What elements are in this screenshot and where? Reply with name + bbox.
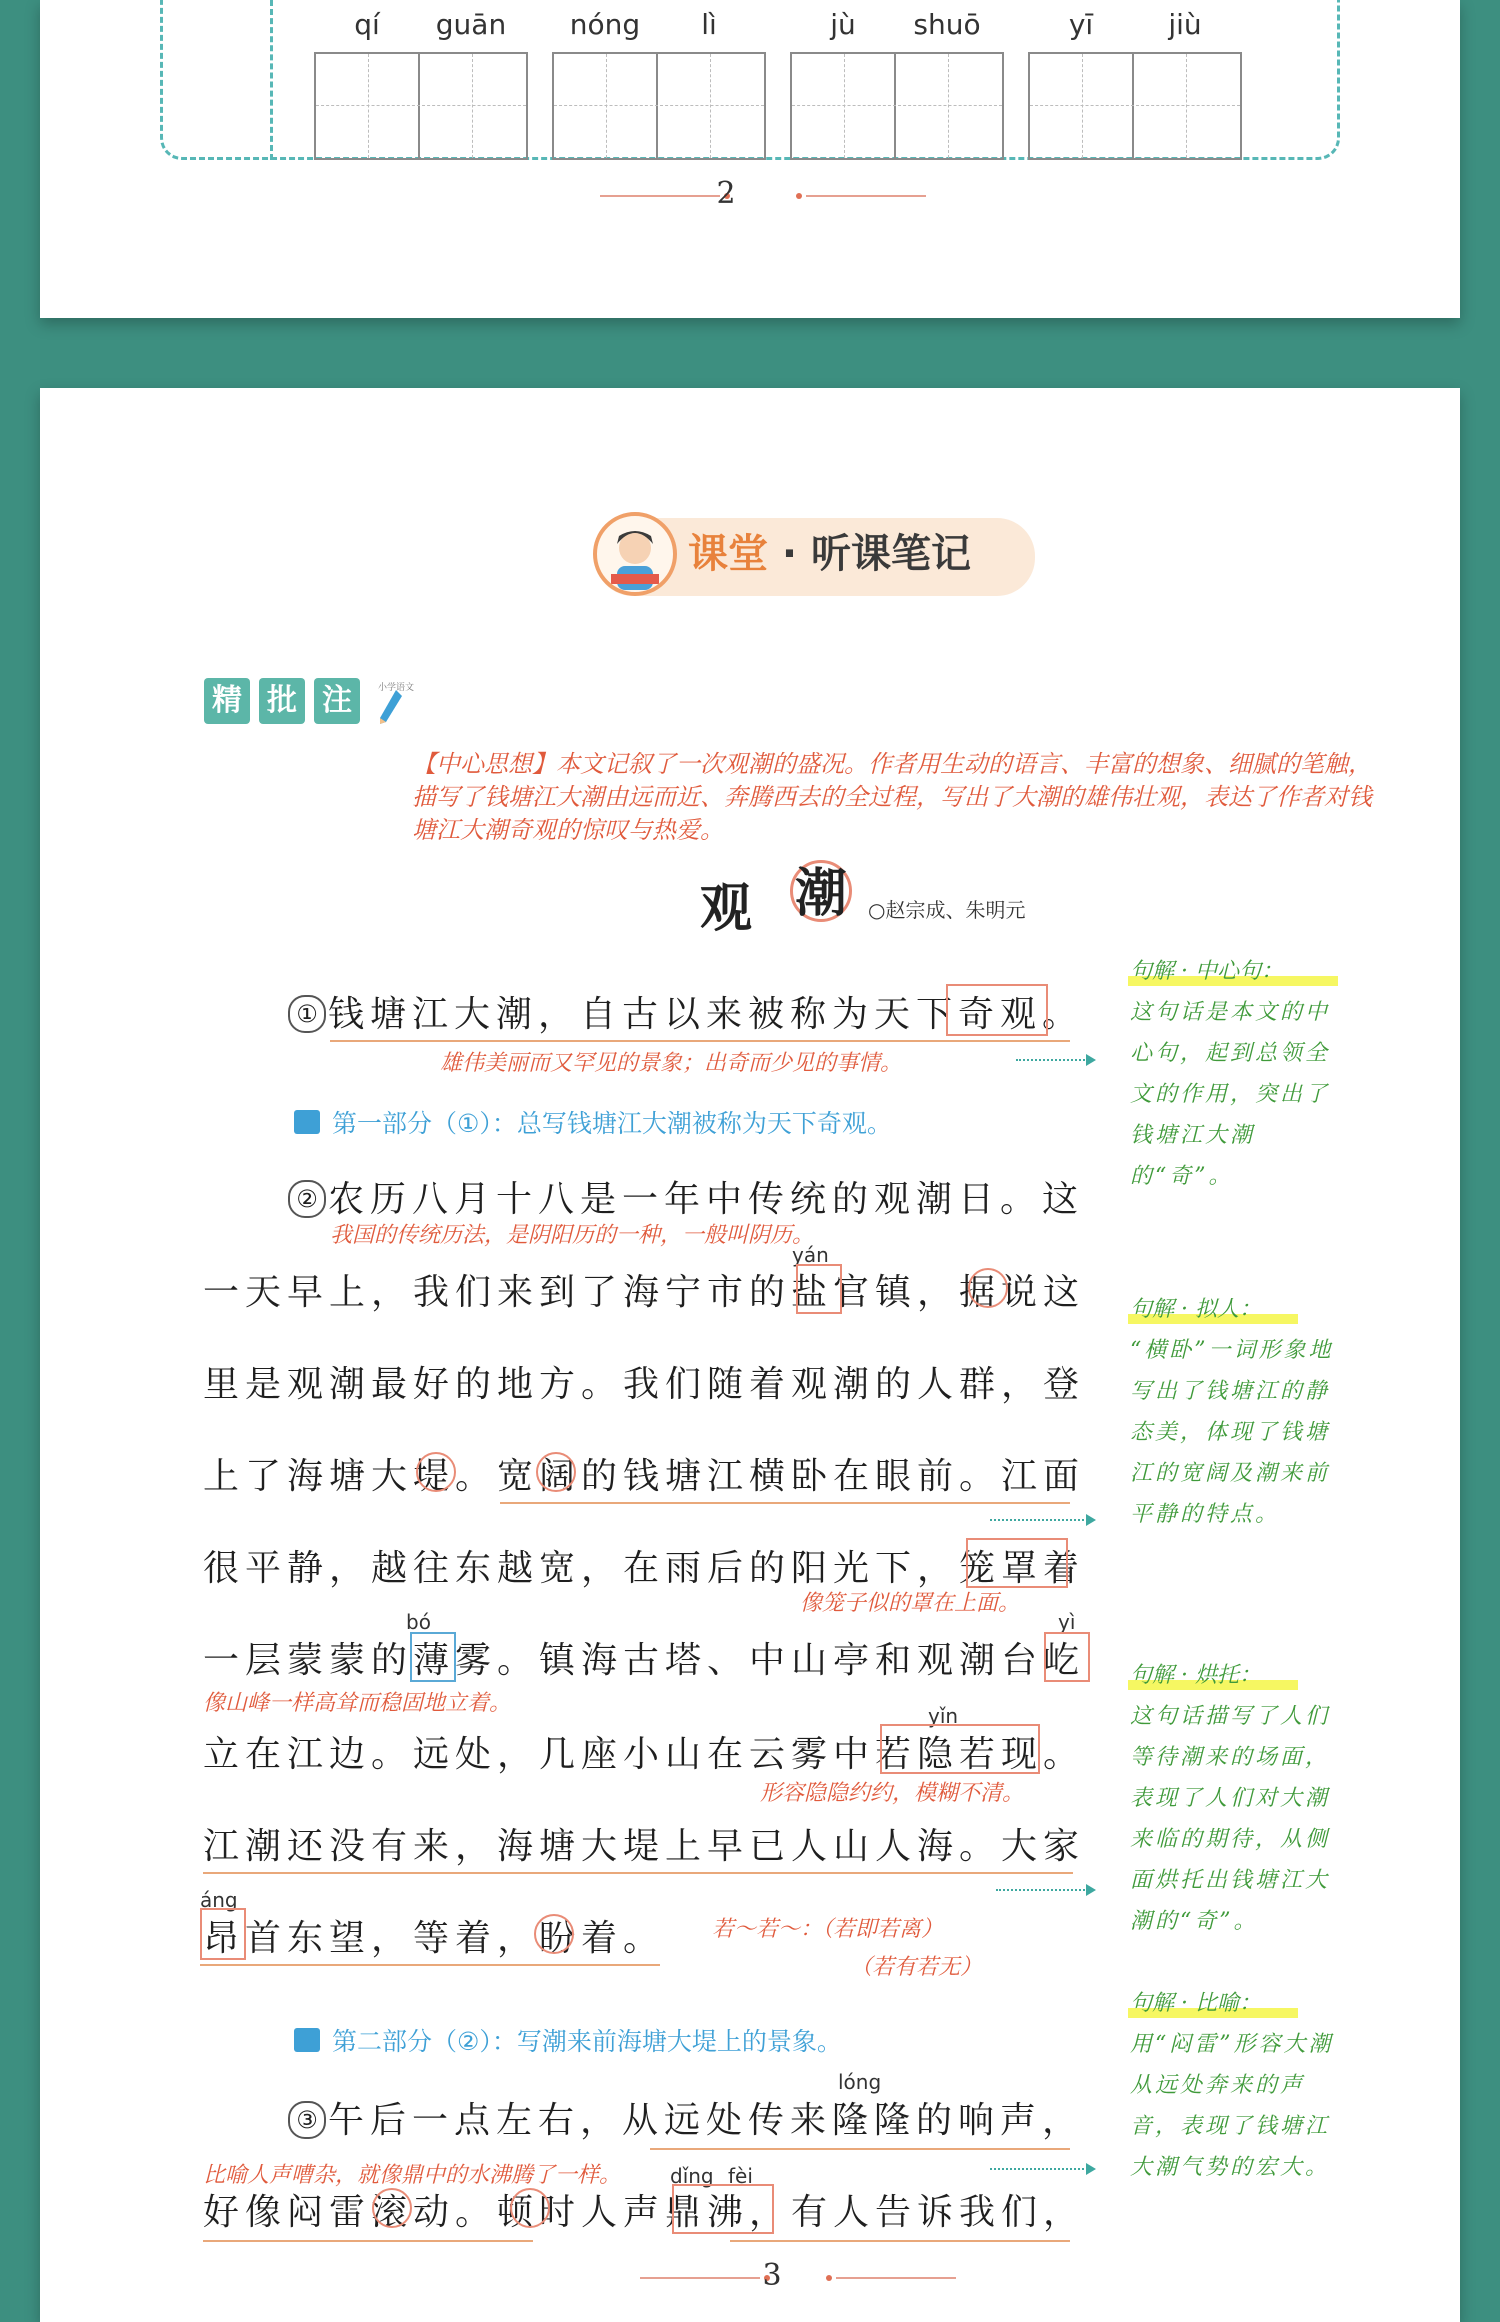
word-note: 我国的传统历法，是阴阳历的一种，一般叫阴历。 [330, 1223, 815, 1248]
word-note: 像山峰一样高耸而稳固地立着。 [203, 1691, 512, 1716]
pinyin-label: nóng [569, 8, 641, 41]
badge-small-mark: 小学语文 [378, 683, 415, 693]
center-idea-note: 【中心思想】本文记叙了一次观潮的盛况。作者用生动的语言、丰富的想象、细腻的笔触，描写了钱塘江大潮由远而近、奔腾西去的全过程，写出了大潮的雄伟壮观，表达了作者对钱塘江大潮奇观的惊叹与热爱。 [412, 750, 1372, 844]
underline [500, 1502, 1070, 1504]
pinyin-annotation: yì [1058, 1610, 1076, 1634]
paragraph-2-line: 一层蒙蒙的薄雾。镇海古塔、中山亭和观潮台屹 [203, 1640, 1086, 1681]
header-title: 课堂 · 听课笔记 [688, 531, 972, 577]
paragraph-2-line: 昂首东望，等着，盼着。 [203, 1918, 666, 1959]
side-note-heading: 句解 · 中心句： [1130, 959, 1283, 984]
pinyin-annotation: bó [406, 1610, 431, 1634]
paragraph-3-line: ③ 午后一点左右，从远处传来隆隆的响声， [288, 2092, 1084, 2143]
highlight-circle [534, 1914, 574, 1954]
pinyin-annotation: dǐng [670, 2164, 714, 2188]
arrow-icon [1086, 1514, 1096, 1526]
section-summary-1: 第一部分（①）：总写钱塘江大潮被称为天下奇观。 [332, 1109, 892, 1138]
badge-char: 注 [314, 678, 360, 724]
word-note: 比喻人声嘈杂，就像鼎中的水沸腾了一样。 [203, 2163, 622, 2188]
page-number-rule [806, 195, 926, 197]
word-note: 若～若～：（若即若离） [712, 1917, 944, 1942]
highlight-box [1044, 1632, 1090, 1682]
highlight-box [966, 1538, 1068, 1588]
page-number: 2 [716, 176, 736, 211]
arrow-icon [1086, 1054, 1096, 1066]
pinyin-label: jù [830, 8, 856, 41]
page-number-dot [796, 193, 802, 199]
word-note: 像笼子似的罩在上面。 [800, 1591, 1021, 1616]
note-pointer [1016, 1059, 1088, 1061]
highlight-box [880, 1724, 1040, 1774]
paragraph-1: ① 钱塘江大潮，自古以来被称为天下奇观。 [288, 986, 1084, 1037]
section-summary-2: 第二部分（②）：写潮来前海塘大堤上的景象。 [332, 2027, 842, 2056]
pinyin-label: shuō [913, 8, 981, 41]
highlight-circle [416, 1452, 456, 1492]
underline [203, 1872, 1073, 1874]
side-note-heading: 句解 · 拟人： [1130, 1297, 1261, 1322]
pinyin-annotation: fèi [728, 2164, 753, 2188]
highlight-circle [968, 1268, 1008, 1308]
article-title-char: 观 [700, 879, 753, 939]
underline [730, 2240, 1070, 2242]
paragraph-2-line: 上了海塘大堤。宽阔的钱塘江横卧在眼前。江面 [203, 1456, 1086, 1497]
article-author: ○赵宗成、朱明元 [868, 898, 1026, 922]
highlight-circle [536, 1452, 576, 1492]
megaphone-icon [294, 2028, 320, 2052]
paragraph-2-line: 江潮还没有来，海塘大堤上早已人山人海。大家 [203, 1826, 1086, 1867]
underline [650, 2148, 1070, 2150]
page-3 [40, 388, 1460, 2322]
word-note: 雄伟美丽而又罕见的景象；出奇而少见的事情。 [440, 1051, 903, 1076]
badge-char: 精 [204, 678, 250, 724]
highlight-box [200, 1908, 246, 1960]
pinyin-label: yī [1068, 8, 1094, 41]
arrow-icon [1086, 1884, 1096, 1896]
pinyin-label: lì [701, 8, 717, 41]
pinyin-label: qí [354, 8, 380, 41]
paragraph-2-line: 立在江边。远处，几座小山在云雾中若隐若现。 [203, 1734, 1086, 1775]
word-note: （若有若无） [850, 1955, 983, 1980]
pencil-icon [376, 688, 404, 732]
underline [200, 1964, 660, 1966]
writing-grid[interactable] [1028, 52, 1242, 160]
highlight-box [672, 2184, 774, 2234]
writing-grid[interactable] [790, 52, 1004, 160]
note-pointer [996, 1889, 1088, 1891]
highlight-circle [510, 2188, 550, 2228]
pinyin-annotation: lóng [838, 2070, 882, 2094]
page-number-rule [836, 2277, 956, 2279]
paragraph-2-line: 很平静，越往东越宽，在雨后的阳光下，笼罩着 [203, 1548, 1086, 1589]
underline [203, 2240, 533, 2242]
highlight-circle [372, 2188, 412, 2228]
previous-page [40, 0, 1460, 318]
word-note: 形容隐隐约约，模糊不清。 [760, 1781, 1025, 1806]
article-title-char-circled: 潮 [790, 860, 852, 922]
paragraph-2-line: ② 农历八月十八是一年中传统的观潮日。这 [288, 1171, 1084, 1222]
student-avatar-icon [593, 512, 677, 596]
note-pointer [990, 2168, 1088, 2170]
note-pointer [990, 1519, 1088, 1521]
highlight-box [946, 984, 1048, 1036]
side-note-heading: 句解 · 比喻： [1130, 1991, 1261, 2016]
pinyin-annotation: yán [792, 1243, 829, 1267]
highlight-box [796, 1264, 842, 1314]
pinyin-annotation: áng [200, 1888, 238, 1912]
highlight-box [410, 1632, 456, 1682]
paragraph-2-line: 一天早上，我们来到了海宁市的盐官镇，据说这 [203, 1272, 1086, 1313]
writing-grid[interactable] [314, 52, 528, 160]
side-note-body: “横卧”一词形象地写出了钱塘江的静态美，体现了钱塘江的宽阔及潮来前平静的特点。 [1130, 1338, 1334, 1527]
megaphone-icon [294, 1110, 320, 1134]
arrow-icon [1086, 2163, 1096, 2175]
page-number: 3 [762, 2258, 782, 2293]
writing-grid[interactable] [552, 52, 766, 160]
side-note-heading: 句解 · 烘托： [1130, 1663, 1261, 1688]
pinyin-label: jiù [1168, 8, 1202, 41]
side-note-body: 用“闷雷”形容大潮从远处奔来的声音，表现了钱塘江大潮气势的宏大。 [1130, 2032, 1334, 2180]
frame-divider [270, 0, 273, 160]
side-note-body: 这句话描写了人们等待潮来的场面，表现了人们对大潮来临的期待，从侧面烘托出钱塘江大潮的“奇”。 [1130, 1704, 1331, 1934]
paragraph-2-line: 里是观潮最好的地方。我们随着观潮的人群，登 [203, 1364, 1086, 1405]
badge-char: 批 [259, 678, 305, 724]
pinyin-annotation: yǐn [928, 1704, 959, 1728]
underline [330, 1040, 1070, 1042]
page-number-dot [826, 2275, 832, 2281]
paragraph-3-line: 好像闷雷滚动。顿时人声鼎沸，有人告诉我们， [203, 2192, 1086, 2233]
side-note-body: 这句话是本文的中心句，起到总领全文的作用，突出了钱塘江大潮的“奇”。 [1130, 1000, 1331, 1189]
pinyin-label: guān [435, 8, 507, 41]
